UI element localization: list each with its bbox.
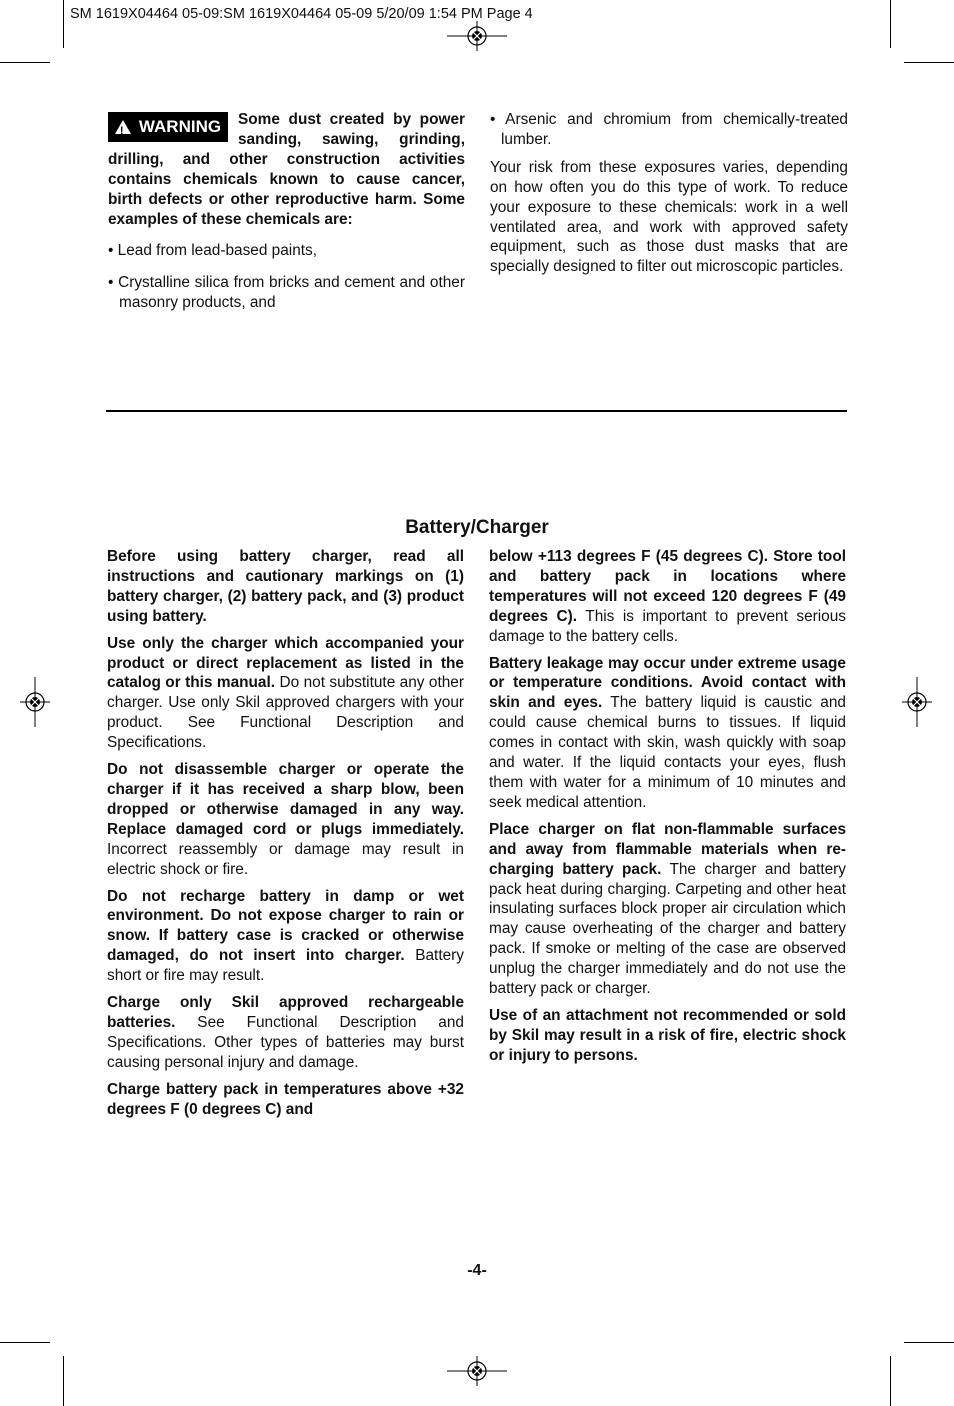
battery-paragraph-9: Place charger on flat non-flammable surfaces and away from flammable materials when re-charging battery pack. The charger and battery pack heat during charging. Carpeting and other heat insulating surfaces block proper air circulation which may cause overheating of the charger and battery pack. If smoke or melting of the case are observed unplug the charger immediately and do not use the battery pack or charger. [489, 820, 846, 998]
crop-mark [890, 1356, 891, 1406]
crop-mark [0, 62, 50, 63]
battery-paragraph-8: Battery leakage may occur under extreme usage or temperature conditions. Avoid contact with skin and eyes. The battery liquid is caustic and could cause chemical burns to tissues. If liquid comes in contact with skin, wash quickly with soap and water. If the liquid contacts your eyes, flush them with water for a minimum of 10 minutes and seek medical attention. [489, 654, 846, 811]
battery-paragraph-6: Charge battery pack in temperatures above +32 degrees F (0 degrees C) and [107, 1080, 464, 1118]
crop-mark [0, 1342, 50, 1343]
page-number: -4- [467, 1262, 487, 1279]
battery-right-column [489, 547, 846, 1073]
registration-mark-icon [20, 677, 50, 727]
warning-left-column [108, 110, 465, 320]
registration-mark-icon [447, 1356, 507, 1386]
warning-risk-paragraph: Your risk from these exposures varies, depending on how often you do this type of work. To reduce your exposure to these chemicals: work in a well ventilated area, and work with approved safety equipment, such as those dust masks that are specially designed to filter out microscopic particles. [490, 158, 848, 276]
warning-lead-paragraph [108, 110, 465, 229]
print-slug: SM 1619X04464 05-09:SM 1619X04464 05-09 5/20/09 1:54 PM Page 4 [70, 6, 533, 22]
warning-badge-label: WARNING [138, 117, 222, 137]
battery-paragraph-3: Do not disassemble charger or operate the charger if it has received a sharp blow, been dropped or otherwise damaged in any way. Replace damaged cord or plugs immediately. Incorrect reassembly or damage may result in electric shock or fire. [107, 761, 464, 878]
warning-lead-text: Some dust created by power sanding, sawing, grinding, drilling, and other construction activities contains chemicals known to cause cancer, birth defects or other reproductive harm. Some examples of these chemicals are: [108, 111, 465, 228]
registration-mark-icon [902, 677, 932, 727]
warning-triangle-icon: ! [115, 120, 131, 134]
warning-badge [108, 112, 228, 142]
battery-paragraph-1: Before using battery charger, read all instructions and cautionary markings on (1) battery charger, (2) battery pack, and (3) product using battery. [107, 548, 464, 625]
registration-mark-icon [447, 21, 507, 51]
battery-paragraph-5: Charge only Skil approved rechargeable batteries. See Functional Description and Specifications. Other types of batteries may burst causing personal injury and damage. [107, 994, 464, 1071]
warning-right-column [490, 110, 848, 284]
crop-mark [63, 0, 64, 48]
battery-paragraph-10: Use of an attachment not recommended or sold by Skil may result in a risk of fire, electric shock or injury to persons. [489, 1006, 846, 1064]
warning-bullet-arsenic: • Arsenic and chromium from chemically-treated lumber. [490, 111, 848, 148]
crop-mark [890, 0, 891, 48]
crop-mark [63, 1356, 64, 1406]
warning-bullet-silica: • Crystalline silica from bricks and cement and other masonry products, and [108, 274, 465, 312]
crop-mark [904, 1342, 954, 1343]
warning-bullet-lead: • Lead from lead-based paints, [108, 242, 318, 260]
section-title: Battery/Charger [405, 517, 549, 538]
battery-paragraph-7: below +113 degrees F (45 degrees C). Store tool and battery pack in locations where temperatures will not exceed 120 degrees F (49 degrees C). This is important to prevent serious damage to the battery cells. [489, 548, 846, 645]
battery-left-column [107, 547, 464, 1126]
battery-paragraph-4: Do not recharge battery in damp or wet environment. Do not expose charger to rain or snow. If battery case is cracked or otherwise damaged, do not insert into charger. Battery short or fire may result. [107, 887, 464, 985]
section-divider [106, 410, 847, 412]
crop-mark [904, 62, 954, 63]
battery-paragraph-2: Use only the charger which accompanied your product or direct replacement as listed in the catalog or this manual. Do not substitute any other charger. Use only Skil approved chargers with your product. See Functional Description and Specifications. [107, 634, 464, 752]
